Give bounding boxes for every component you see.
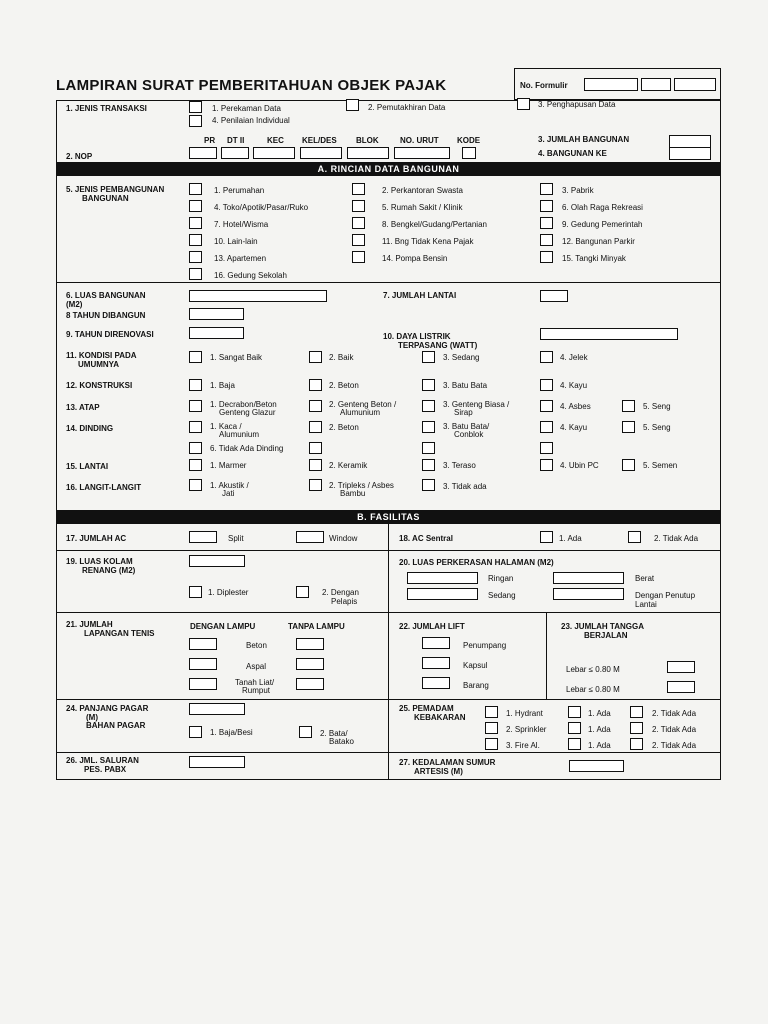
jenis-bangunan-5-rumah-sakit-klinik-checkbox[interactable] <box>352 200 365 212</box>
ac-window-label: Window <box>329 534 358 543</box>
atap-label: 13. ATAP <box>66 403 100 412</box>
dinding-beton-label: 2. Beton <box>329 423 359 432</box>
atap-genteng-biasa-label-2: Sirap <box>454 408 473 417</box>
jenis-bangunan-15-tangki-minyak-checkbox[interactable] <box>540 251 553 263</box>
perkerasan-sedang-box[interactable] <box>407 588 478 600</box>
jenis-bangunan-3-pabrik-label: 3. Pabrik <box>562 186 594 195</box>
daya-listrik-label: 10. DAYA LISTRIK <box>383 332 451 341</box>
divider <box>56 282 721 283</box>
kondisi-4-jelek-label: 4. Jelek <box>560 353 588 362</box>
penilaian-individual-label: 4. Penilaian Individual <box>212 116 290 125</box>
ac-sentral-tidak-checkbox[interactable] <box>628 531 641 543</box>
lantai-5-semen-checkbox[interactable] <box>622 459 635 471</box>
tahun-dibangun-label: 8 TAHUN DIBANGUN <box>66 311 146 320</box>
nop-no-urut-label: NO. URUT <box>400 136 439 145</box>
ac-split-label: Split <box>228 534 244 543</box>
nop-dtii-label: DT II <box>227 136 245 145</box>
dinding-kaca-label-2: Alumunium <box>219 430 260 439</box>
konstruksi-label: 12. KONSTRUKSI <box>66 381 133 390</box>
tangga-lebar-2-box[interactable] <box>667 681 695 693</box>
kondisi-1-sangat-baik-checkbox[interactable] <box>189 351 202 363</box>
dinding-extra-checkbox-3[interactable] <box>540 442 553 454</box>
nop-kec-label: KEC <box>267 136 284 145</box>
pemutakhiran-checkbox[interactable] <box>346 99 359 111</box>
lantai-label: 15. LANTAI <box>66 462 109 471</box>
ac-sentral-tidak-label: 2. Tidak Ada <box>654 534 699 543</box>
lantai-4-ubin-pc-label: 4. Ubin PC <box>560 461 599 470</box>
daya-listrik-unit: TERPASANG (WATT) <box>398 341 478 350</box>
jenis-bangunan-4-toko-apotik-pasar-ruko-label: 4. Toko/Apotik/Pasar/Ruko <box>214 203 309 212</box>
jenis-bangunan-label: 5. JENIS PEMBANGUNAN <box>66 185 165 194</box>
tahun-direnovasi-label: 9. TAHUN DIRENOVASI <box>66 330 154 339</box>
langit-tripleks-label-2: Bambu <box>340 489 366 498</box>
dinding-batu-bata-label: 3. Batu Bata/ <box>443 422 490 431</box>
lift-penumpang-label: Penumpang <box>463 641 507 650</box>
atap-genteng-biasa-label: 3. Genteng Biasa / <box>443 400 510 409</box>
lantai-4-ubin-pc-checkbox[interactable] <box>540 459 553 471</box>
tangga-lebar-2-label: Lebar ≤ 0.80 M <box>566 685 620 694</box>
jumlah-ac-label: 17. JUMLAH AC <box>66 534 127 543</box>
langit-tidak-ada-checkbox[interactable] <box>422 479 435 491</box>
jenis-bangunan-1-perumahan-label: 1. Perumahan <box>214 186 265 195</box>
kolam-label-2: RENANG (M2) <box>82 566 136 575</box>
konstruksi-3-batu-bata-checkbox[interactable] <box>422 379 435 391</box>
dinding-extra-checkbox-1[interactable] <box>309 442 322 454</box>
pemadam-1-hydrant-checkbox[interactable] <box>485 706 498 718</box>
atap-decrabon-label-2: Genteng Glazur <box>219 408 276 417</box>
ac-sentral-label: 18. AC Sentral <box>399 534 453 543</box>
atap-genteng-beton-label-2: Alumunium <box>340 408 381 417</box>
lift-label: 22. JUMLAH LIFT <box>399 622 465 631</box>
jumlah-bangunan-label: 3. JUMLAH BANGUNAN <box>538 135 630 144</box>
nop-label: 2. NOP <box>66 152 93 161</box>
nop-kec-box[interactable] <box>253 147 295 159</box>
pagar-baja-checkbox[interactable] <box>189 726 202 738</box>
pemadam-label: 25. PEMADAM <box>399 704 454 713</box>
atap-asbes-checkbox[interactable] <box>540 400 553 412</box>
tenis-tanah-tanpa-box[interactable] <box>296 678 324 690</box>
dinding-batu-bata-checkbox[interactable] <box>422 421 435 433</box>
tenis-label: 21. JUMLAH <box>66 620 113 629</box>
lift-penumpang-box[interactable] <box>422 637 450 649</box>
spop-attachment-form <box>56 68 721 780</box>
lift-kapsul-box[interactable] <box>422 657 450 669</box>
jenis-bangunan-10-lain-lain-label: 10. Lain-lain <box>214 237 258 246</box>
lantai-2-keramik-checkbox[interactable] <box>309 459 322 471</box>
jenis-bangunan-16-gedung-sekolah-checkbox[interactable] <box>189 268 202 280</box>
perkerasan-ringan-label: Ringan <box>488 574 514 583</box>
jenis-bangunan-9-gedung-pemerintah-label: 9. Gedung Pemerintah <box>562 220 643 229</box>
tenis-label-2: LAPANGAN TENIS <box>84 629 155 638</box>
tenis-tanah-label: Tanah Liat/ <box>235 678 275 687</box>
tangga-label: 23. JUMLAH TANGGA <box>561 622 644 631</box>
jenis-bangunan-14-pompa-bensin-checkbox[interactable] <box>352 251 365 263</box>
jenis-bangunan-7-hotel-wisma-label: 7. Hotel/Wisma <box>214 220 269 229</box>
pemadam-3-fire-al-ada-label: 1. Ada <box>588 741 611 750</box>
perkerasan-penutup-label: Dengan Penutup <box>635 591 696 600</box>
ac-sentral-ada-checkbox[interactable] <box>540 531 553 543</box>
dinding-kaca-label: 1. Kaca / <box>210 422 242 431</box>
konstruksi-2-beton-label: 2. Beton <box>329 381 359 390</box>
pagar-panjang-box[interactable] <box>189 703 245 715</box>
pabx-box[interactable] <box>189 756 245 768</box>
pemadam-label-2: KEBAKARAN <box>414 713 466 722</box>
konstruksi-1-baja-checkbox[interactable] <box>189 379 202 391</box>
tenis-aspal-dengan-box[interactable] <box>189 658 217 670</box>
pemadam-2-sprinkler-ada-checkbox[interactable] <box>568 722 581 734</box>
atap-decrabon-checkbox[interactable] <box>189 400 202 412</box>
jumlah-lantai-label: 7. JUMLAH LANTAI <box>383 291 457 300</box>
lift-barang-box[interactable] <box>422 677 450 689</box>
kondisi-label-2: UMUMNYA <box>78 360 120 369</box>
jenis-bangunan-11-bng-tidak-kena-pajak-checkbox[interactable] <box>352 234 365 246</box>
sumur-label-2: ARTESIS (M) <box>414 767 463 776</box>
jenis-bangunan-4-toko-apotik-pasar-ruko-checkbox[interactable] <box>189 200 202 212</box>
penghapusan-label: 3. Penghapusan Data <box>538 100 616 109</box>
konstruksi-4-kayu-checkbox[interactable] <box>540 379 553 391</box>
nop-pr-box[interactable] <box>189 147 217 159</box>
kolam-pelapis-label-2: Pelapis <box>331 597 358 606</box>
perkerasan-berat-box[interactable] <box>553 572 624 584</box>
atap-decrabon-label: 1. Decrabon/Beton <box>210 400 277 409</box>
pemadam-3-fire-al-label: 3. Fire Al. <box>506 741 540 750</box>
nop-blok-label: BLOK <box>356 136 379 145</box>
dinding-seng-label: 5. Seng <box>643 423 671 432</box>
dinding-kaca-checkbox[interactable] <box>189 421 202 433</box>
konstruksi-4-kayu-label: 4. Kayu <box>560 381 588 390</box>
jenis-bangunan-16-gedung-sekolah-label: 16. Gedung Sekolah <box>214 271 287 280</box>
kondisi-3-sedang-checkbox[interactable] <box>422 351 435 363</box>
nop-pr-label: PR <box>204 136 216 145</box>
nop-kode-label: KODE <box>457 136 481 145</box>
lift-barang-label: Barang <box>463 681 489 690</box>
sumur-box[interactable] <box>569 760 624 772</box>
tenis-tanah-dengan-box[interactable] <box>189 678 217 690</box>
jenis-bangunan-11-bng-tidak-kena-pajak-label: 11. Bng Tidak Kena Pajak <box>382 237 474 246</box>
dinding-tidak-ada-label: 6. Tidak Ada Dinding <box>210 444 284 453</box>
konstruksi-2-beton-checkbox[interactable] <box>309 379 322 391</box>
jenis-bangunan-7-hotel-wisma-checkbox[interactable] <box>189 217 202 229</box>
nop-kel-box[interactable] <box>300 147 342 159</box>
kolam-diplester-label: 1. Diplester <box>208 588 249 597</box>
konstruksi-3-batu-bata-label: 3. Batu Bata <box>443 381 488 390</box>
atap-genteng-beton-label: 2. Genteng Beton / <box>329 400 397 409</box>
pemadam-3-fire-al-tidak-ada-label: 2. Tidak Ada <box>652 741 697 750</box>
jenis-bangunan-3-pabrik-checkbox[interactable] <box>540 183 553 195</box>
kolam-pelapis-checkbox[interactable] <box>296 586 309 598</box>
dinding-kayu-label: 4. Kayu <box>560 423 588 432</box>
tenis-beton-tanpa-box[interactable] <box>296 638 324 650</box>
no-formulir-box-3[interactable] <box>674 78 716 91</box>
dinding-beton-checkbox[interactable] <box>309 421 322 433</box>
jenis-bangunan-2-perkantoran-swasta-label: 2. Perkantoran Swasta <box>382 186 463 195</box>
pemutakhiran-label: 2. Pemutakhiran Data <box>368 103 446 112</box>
atap-genteng-beton-checkbox[interactable] <box>309 400 322 412</box>
pemadam-3-fire-al-tidak-ada-checkbox[interactable] <box>630 738 643 750</box>
langit-akustik-label: 1. Akustik / <box>210 481 249 490</box>
no-formulir-box-2[interactable] <box>641 78 671 91</box>
dinding-extra-checkbox-2[interactable] <box>422 442 435 454</box>
jenis-bangunan-9-gedung-pemerintah-checkbox[interactable] <box>540 217 553 229</box>
pemadam-1-hydrant-tidak-ada-label: 2. Tidak Ada <box>652 709 697 718</box>
pemadam-1-hydrant-label: 1. Hydrant <box>506 709 543 718</box>
jenis-bangunan-5-rumah-sakit-klinik-label: 5. Rumah Sakit / Klinik <box>382 203 463 212</box>
dinding-label: 14. DINDING <box>66 424 114 433</box>
perekaman-checkbox[interactable] <box>189 101 202 113</box>
penghapusan-checkbox[interactable] <box>517 98 530 110</box>
lantai-3-teraso-label: 3. Teraso <box>443 461 476 470</box>
jumlah-lantai-box[interactable] <box>540 290 568 302</box>
lift-kapsul-label: Kapsul <box>463 661 488 670</box>
nop-kode-box[interactable] <box>462 147 476 159</box>
kondisi-2-baik-checkbox[interactable] <box>309 351 322 363</box>
jenis-bangunan-15-tangki-minyak-label: 15. Tangki Minyak <box>562 254 626 263</box>
jenis-bangunan-12-bangunan-parkir-label: 12. Bangunan Parkir <box>562 237 635 246</box>
pemadam-2-sprinkler-checkbox[interactable] <box>485 722 498 734</box>
tenis-dengan-lampu-header: DENGAN LAMPU <box>190 622 256 631</box>
tahun-direnovasi-box[interactable] <box>189 327 244 339</box>
langit-tripleks-checkbox[interactable] <box>309 479 322 491</box>
perkerasan-penutup-box[interactable] <box>553 588 624 600</box>
pemadam-1-hydrant-ada-checkbox[interactable] <box>568 706 581 718</box>
luas-bangunan-box[interactable] <box>189 290 327 302</box>
langit-akustik-checkbox[interactable] <box>189 479 202 491</box>
tenis-tanpa-lampu-header: TANPA LAMPU <box>288 622 345 631</box>
tangga-lebar-1-label: Lebar ≤ 0.80 M <box>566 665 620 674</box>
kondisi-1-sangat-baik-label: 1. Sangat Baik <box>210 353 263 362</box>
jenis-bangunan-13-apartemen-checkbox[interactable] <box>189 251 202 263</box>
divider <box>56 699 721 700</box>
lantai-2-keramik-label: 2. Keramik <box>329 461 368 470</box>
pabx-label: 26. JML. SALURAN <box>66 756 139 765</box>
form-title: LAMPIRAN SURAT PEMBERITAHUAN OBJEK PAJAK <box>56 77 447 94</box>
konstruksi-1-baja-label: 1. Baja <box>210 381 235 390</box>
lantai-3-teraso-checkbox[interactable] <box>422 459 435 471</box>
bangunan-ke-box[interactable] <box>669 147 711 160</box>
jenis-transaksi-label: 1. JENIS TRANSAKSI <box>66 104 147 113</box>
no-formulir-label: No. Formulir <box>520 81 568 90</box>
perkerasan-sedang-label: Sedang <box>488 591 516 600</box>
pemadam-2-sprinkler-ada-label: 1. Ada <box>588 725 611 734</box>
jenis-bangunan-13-apartemen-label: 13. Apartemen <box>214 254 267 263</box>
pemadam-3-fire-al-ada-checkbox[interactable] <box>568 738 581 750</box>
tangga-lebar-1-box[interactable] <box>667 661 695 673</box>
ac-sentral-ada-label: 1. Ada <box>559 534 582 543</box>
pemadam-1-hydrant-tidak-ada-checkbox[interactable] <box>630 706 643 718</box>
jenis-bangunan-12-bangunan-parkir-checkbox[interactable] <box>540 234 553 246</box>
langit-akustik-label-2: Jati <box>222 489 235 498</box>
tenis-aspal-tanpa-box[interactable] <box>296 658 324 670</box>
dinding-seng-checkbox[interactable] <box>622 421 635 433</box>
pagar-unit: (M) <box>86 713 98 722</box>
langit-langit-label: 16. LANGIT-LANGIT <box>66 483 142 492</box>
kolam-label: 19. LUAS KOLAM <box>66 557 133 566</box>
perkerasan-berat-label: Berat <box>635 574 655 583</box>
pagar-bata-label-2: Batako <box>329 737 354 746</box>
jenis-bangunan-10-lain-lain-checkbox[interactable] <box>189 234 202 246</box>
kondisi-2-baik-label: 2. Baik <box>329 353 354 362</box>
lift-tangga-divider <box>546 612 547 699</box>
pagar-bata-label: 2. Bata/ <box>320 729 348 738</box>
jenis-bangunan-6-olah-raga-rekreasi-checkbox[interactable] <box>540 200 553 212</box>
kondisi-4-jelek-checkbox[interactable] <box>540 351 553 363</box>
divider <box>56 550 721 551</box>
penilaian-individual-checkbox[interactable] <box>189 115 202 127</box>
pemadam-2-sprinkler-tidak-ada-checkbox[interactable] <box>630 722 643 734</box>
bahan-pagar-label: BAHAN PAGAR <box>86 721 146 730</box>
lantai-1-marmer-label: 1. Marmer <box>210 461 247 470</box>
pemadam-2-sprinkler-label: 2. Sprinkler <box>506 725 547 734</box>
kondisi-3-sedang-label: 3. Sedang <box>443 353 480 362</box>
atap-asbes-label: 4. Asbes <box>560 402 591 411</box>
perkerasan-ringan-box[interactable] <box>407 572 478 584</box>
nop-blok-box[interactable] <box>347 147 389 159</box>
jenis-bangunan-label-2: BANGUNAN <box>82 194 129 203</box>
pemadam-1-hydrant-ada-label: 1. Ada <box>588 709 611 718</box>
langit-tidak-ada-label: 3. Tidak ada <box>443 482 487 491</box>
atap-genteng-biasa-checkbox[interactable] <box>422 400 435 412</box>
tenis-beton-label: Beton <box>246 641 267 650</box>
dinding-kayu-checkbox[interactable] <box>540 421 553 433</box>
section-a-header: A. RINCIAN DATA BANGUNAN <box>56 162 721 176</box>
perkerasan-penutup-label-2: Lantai <box>635 600 657 609</box>
langit-tripleks-label: 2. Tripleks / Asbes <box>329 481 394 490</box>
divider <box>56 752 721 753</box>
pagar-label: 24. PANJANG PAGAR <box>66 704 149 713</box>
kondisi-label: 11. KONDISI PADA <box>66 351 137 360</box>
nop-dtii-box[interactable] <box>221 147 249 159</box>
pagar-baja-label: 1. Baja/Besi <box>210 728 253 737</box>
jenis-bangunan-2-perkantoran-swasta-checkbox[interactable] <box>352 183 365 195</box>
nop-kel-label: KEL/DES <box>302 136 337 145</box>
tenis-aspal-label: Aspal <box>246 662 267 671</box>
dinding-tidak-ada-checkbox[interactable] <box>189 442 202 454</box>
jenis-bangunan-1-perumahan-checkbox[interactable] <box>189 183 202 195</box>
no-formulir-box-1[interactable] <box>584 78 638 91</box>
divider <box>56 612 721 613</box>
atap-seng-checkbox[interactable] <box>622 400 635 412</box>
pagar-bata-checkbox[interactable] <box>299 726 312 738</box>
nop-no-urut-box[interactable] <box>394 147 450 159</box>
dinding-batu-bata-label-2: Conblok <box>454 430 484 439</box>
sumur-label: 27. KEDALAMAN SUMUR <box>399 758 496 767</box>
daya-listrik-box[interactable] <box>540 328 678 340</box>
jenis-bangunan-8-bengkel-gudang-pertanian-checkbox[interactable] <box>352 217 365 229</box>
jenis-bangunan-8-bengkel-gudang-pertanian-label: 8. Bengkel/Gudang/Pertanian <box>382 220 487 229</box>
atap-seng-label: 5. Seng <box>643 402 671 411</box>
pemadam-2-sprinkler-tidak-ada-label: 2. Tidak Ada <box>652 725 697 734</box>
lantai-5-semen-label: 5. Semen <box>643 461 678 470</box>
perekaman-label: 1. Perekaman Data <box>212 104 281 113</box>
luas-bangunan-label: 6. LUAS BANGUNAN <box>66 291 146 300</box>
pemadam-3-fire-al-checkbox[interactable] <box>485 738 498 750</box>
luas-bangunan-unit: (M2) <box>66 300 83 309</box>
ac-split-box[interactable] <box>189 531 217 543</box>
pabx-label-2: PES. PABX <box>84 765 127 774</box>
lantai-1-marmer-checkbox[interactable] <box>189 459 202 471</box>
jenis-bangunan-14-pompa-bensin-label: 14. Pompa Bensin <box>382 254 448 263</box>
jenis-bangunan-6-olah-raga-rekreasi-label: 6. Olah Raga Rekreasi <box>562 203 643 212</box>
tenis-tanah-label-2: Rumput <box>242 686 271 695</box>
tenis-beton-dengan-box[interactable] <box>189 638 217 650</box>
bangunan-ke-label: 4. BANGUNAN KE <box>538 149 607 158</box>
perkerasan-label: 20. LUAS PERKERASAN HALAMAN (M2) <box>399 558 554 567</box>
section-b-header: B. FASILITAS <box>56 510 721 524</box>
tahun-dibangun-box[interactable] <box>189 308 244 320</box>
tangga-label-2: BERJALAN <box>584 631 628 640</box>
kolam-diplester-checkbox[interactable] <box>189 586 202 598</box>
kolam-luas-box[interactable] <box>189 555 245 567</box>
ac-window-box[interactable] <box>296 531 324 543</box>
kolam-pelapis-label: 2. Dengan <box>322 588 359 597</box>
section-b-column-divider <box>388 524 389 780</box>
